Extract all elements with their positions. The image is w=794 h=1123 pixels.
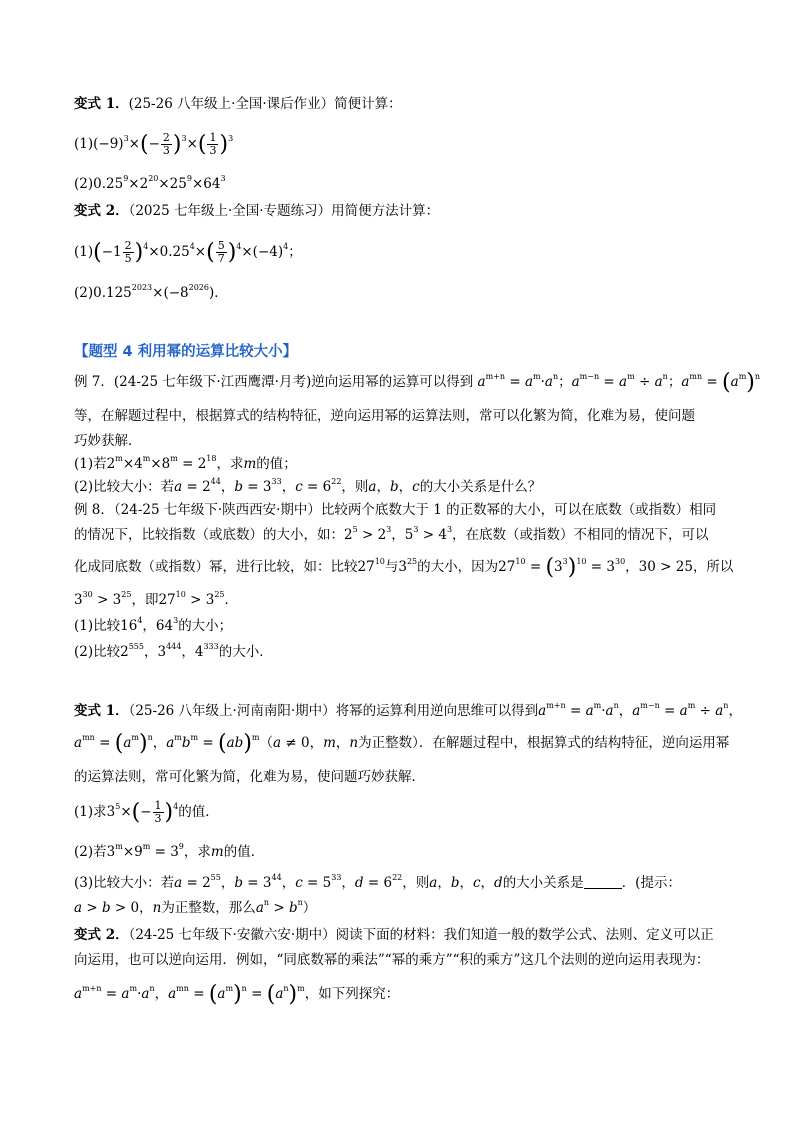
bianshi1-b-line3: 的运算法则，常可化繁为简，化难为易，使问题巧妙获解． [74,769,425,785]
bianshi1-b-q1: (1)求$3^5\times(-$ $\frac{1}{3}$ )$^4$的值． [74,799,219,825]
example7-line1: 例 7．(24-25 七年级下·江西鹰潭·月考)逆向运用幂的运算可以得到 $a^{m+n} = a^m\cdot a^n$；$a^{m-n} = a^m \div a^n$；$a^{mn} = (a^m)^n$ [74,370,761,395]
bianshi1-b-line1: 变式 1．（25-26 八年级上·河南南阳·期中）将幂的运算利用逆向思维可以得到$a^{m+n} = a^m\cdot a^n$，$a^{m-n} = a^m \div a^n$， [74,701,742,719]
bianshi1-b-q3: (3)比较大小：若$a = 2^{55}$，$b = 3^{44}$，$c = 5^{33}$，$d = 6^{22}$，则a，b，c，d的大小关系是 ．(提示： [74,873,681,891]
example7-line3: 巧妙获解． [74,433,142,449]
bianshi1-a-q2: $(2)0.25^9\times 2^{20}\times 25^9\times 64^3$ [74,174,226,192]
example8-line1: 例 8．（24-25 七年级下·陕西西安·期中）比较两个底数大于 1 的正数幂的大小，可以在底数（或指数）相同 [74,502,717,518]
bianshi2-a-q2: $(2)0.125^{2023}\times(-8^{2026})$． [74,283,228,301]
exercise-source: (25-26 八年级上·全国·课后作业）简便计算： [128,96,402,112]
example8-line3: 化成同底数（或指数）幂，进行比较，如：比较$27^{10}$与$3^{25}$的大小，因为$27^{10} = (3^3)^{10} = 3^{30}$，30 > 25，所以 [74,555,734,580]
bianshi2-b-line2: 向运用，也可以逆向运用．例如，“同底数幂的乘法”“幂的乘方”“积的乘方”这几个法则的逆向运用表现为： [74,952,710,968]
math-expr: $a = 2^{44}$，$b = 3^{33}$，$c = 6^{22}$ [174,477,342,495]
math-expr: $(-9)^3\times(-$ $\frac{2}{3}$ )$^3$×( $\frac{1}{3}$ )$^3$ [93,131,234,157]
math-expr: $3^5\times(-$ $\frac{1}{3}$ )$^4$ [106,799,179,825]
bianshi1-a-q1: $(1)(-9)^3\times(-$ $\frac{2}{3}$ )$^3$×( $\frac{1}{3}$ )$^3$ [74,131,234,157]
example8-line4: $3^{30} > 3^{25}$，即$27^{10} > 3^{25}$． [74,590,238,608]
bianshi2-b-line3: $a^{m+n} = a^m\cdot a^n$，$a^{mn} = (a^m)^n = (a^n)^m$，如下列探究： [74,982,400,1007]
example8-line2: 的情况下，比较指数（或底数）的大小，如：$2^5 > 2^3$，$5^3 > 4^3$，在底数（或指数）不相同的情况下，可以 [74,525,709,543]
math-expr: $a^{mn} = (a^m)^n$，$a^mb^m = (ab)^m$ [74,731,260,756]
math-expr: $2^{555}$，$3^{444}$，$4^{333}$ [120,642,219,660]
math-expr: $a^{m+n} = a^m\cdot a^n$，$a^{m-n} = a^m \div a^n$， [538,701,742,719]
math-expr: $a = 2^{55}$，$b = 3^{44}$，$c = 5^{33}$，$d = 6^{22}$ [174,873,403,891]
math-expr: $a^{m+n} = a^m\cdot a^n$，$a^{mn} = (a^m)^n = (a^n)^m$ [74,982,305,1007]
example7-line2: 等，在解题过程中，根据算式的结构特征，逆向运用幂的运算法则，常可以化繁为简，化难为易，使问题 [74,408,695,424]
bianshi1-b-q3-line2: a > b > 0，n为正整数，那么$a^n > b^n$） [74,898,317,916]
bianshi2-b-line1: 变式 2．（24-25 七年级下·安徽六安·期中）阅读下面的材料：我们知道一般的数学公式、法则、定义可以正 [74,927,714,943]
bianshi2-a-q1: (1)(−1 $\frac{2}{5}$ )$^4\times 0.25^4\times$( $\frac{5}{7}$ )$^4\times(-4)^4$； [74,239,302,265]
math-expr: $2^5 > 2^3$，$5^3 > 4^3$ [344,525,453,543]
math-expr: $2^m\times 4^m\times 8^m = 2^{18}$ [106,454,217,472]
bianshi2-a-title: 变式 2．（2025 七年级上·全国·专题练习）用简便方法计算： [74,203,440,219]
bianshi1-b-line2: $a^{mn} = (a^m)^n$，$a^mb^m = (ab)^m(a \ne 0$，m，n为正整数）．在解题过程中，根据算式的结构特征，逆向运用幂 [74,731,730,756]
math-expr: (−1 $\frac{2}{5}$ )$^4\times 0.25^4\times$( $\frac{5}{7}$ )$^4\times(-4)^4$ [93,239,289,265]
example7-q2: (2)比较大小：若$a = 2^{44}$，$b = 3^{33}$，$c = 6^{22}$，则a，b，c的大小关系是什么？ [74,477,542,495]
bianshi1-b-q2: (2)若$3^m\times 9^m = 3^9$，求m的值． [74,842,265,860]
math-expr: $0.25^9\times 2^{20}\times 25^9\times 64^3$ [93,174,226,192]
exercise-label: 变式 1． [74,96,129,112]
math-expr: $0.125^{2023}\times(-8^{2026})$ [93,283,215,301]
bianshi1-a-title [74,94,402,114]
answer-blank[interactable] [584,876,622,889]
example7-q1: (1)若$2^m\times 4^m\times 8^m = 2^{18}$，求m的值； [74,454,297,472]
math-expr: $3^m\times 9^m = 3^9$ [106,842,184,860]
math-expr: $a^{m+n} = a^m\cdot a^n$；$a^{m-n} = a^m \div a^n$；$a^{mn} = (a^m)^n$ [477,370,761,395]
section-heading: 【题型 4 利用幂的运算比较大小】 [74,344,298,360]
example8-q2: (2)比较$2^{555}$，$3^{444}$，$4^{333}$的大小． [74,642,273,660]
math-expr: $27^{10} = (3^3)^{10} = 3^{30}$ [498,555,626,580]
example8-q1: (1)比较$16^4$，$64^3$的大小； [74,616,233,634]
